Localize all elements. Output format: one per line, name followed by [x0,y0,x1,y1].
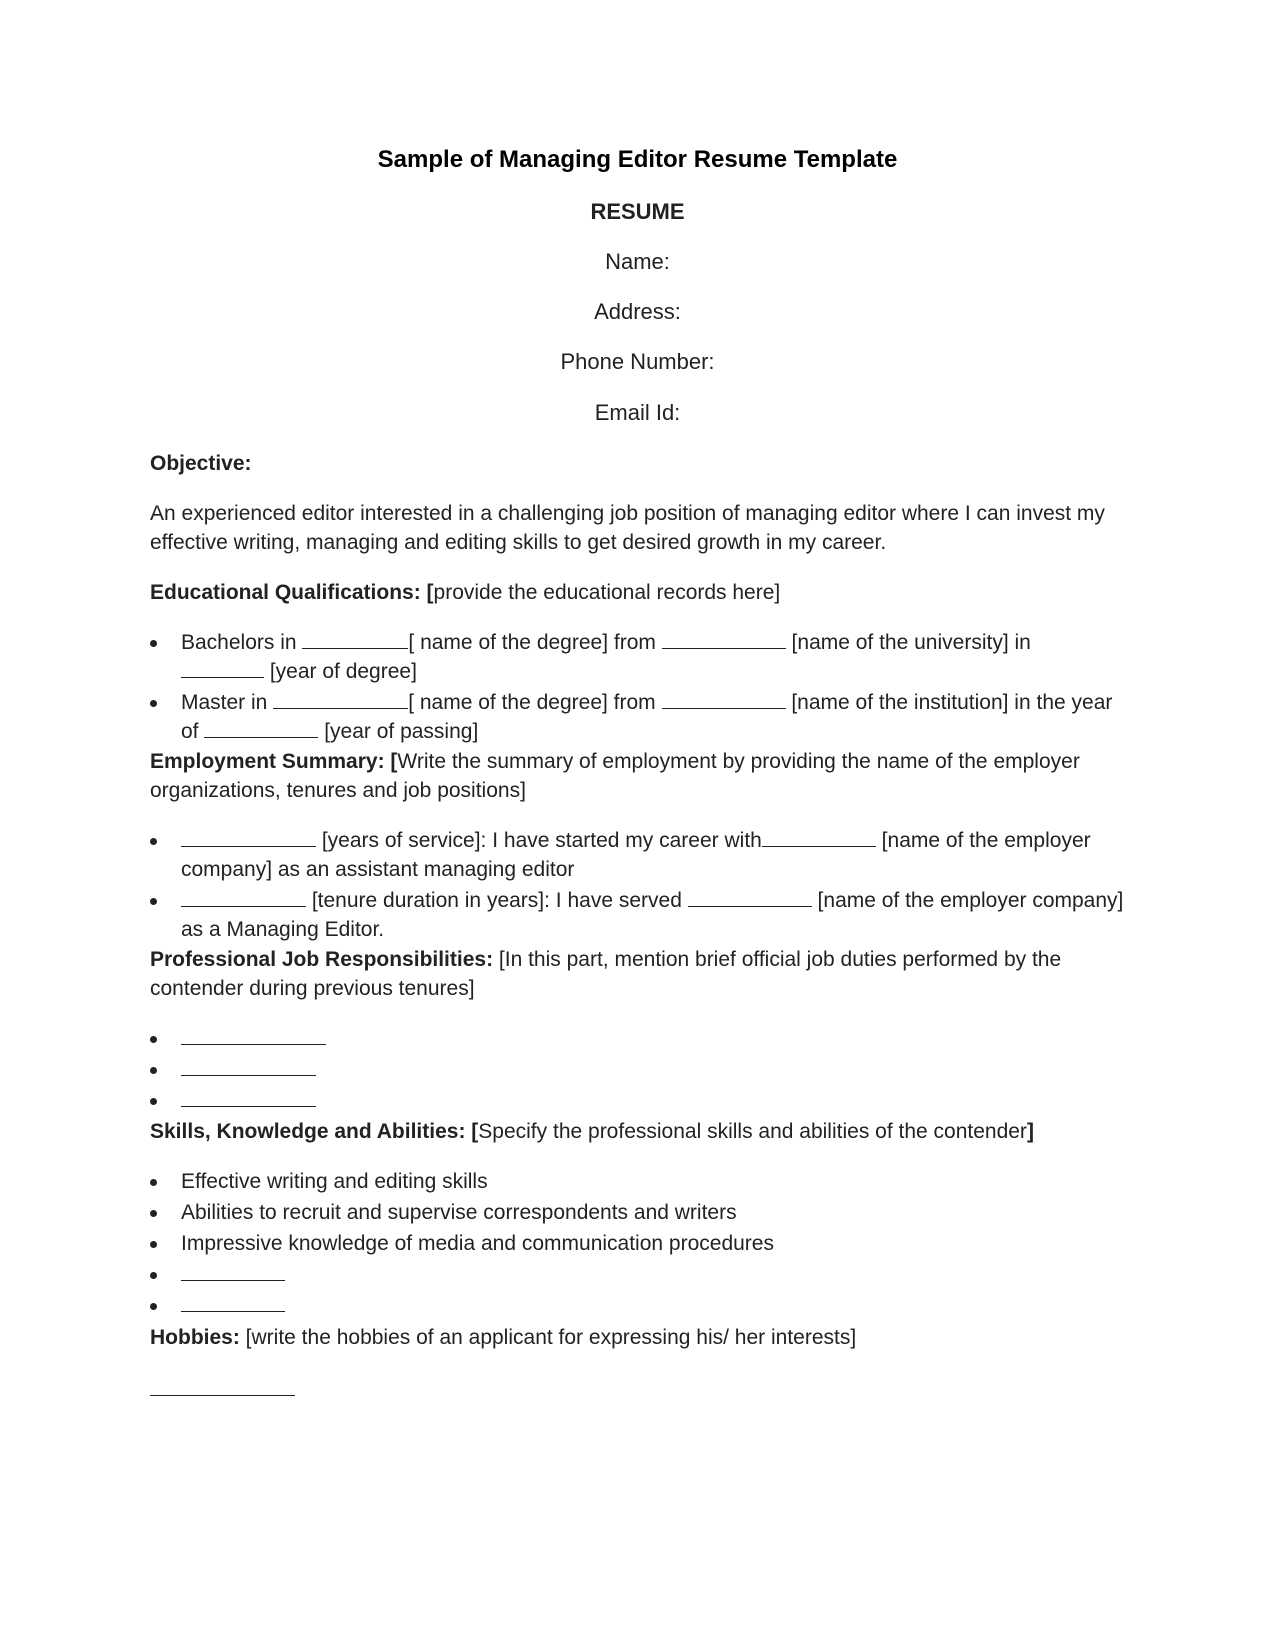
fill-in-blank [181,657,264,678]
responsibilities-list [150,1024,1130,1115]
address-label: Address: [594,299,681,324]
list-item: Impressive knowledge of media and communication procedures [150,1229,1130,1258]
document-title: Sample of Managing Editor Resume Template [377,146,898,173]
list-item: [years of service]: I have started my career with [name of the employer company] as an assistant managing editor [150,826,1130,884]
list-item [150,1291,1130,1320]
list-item [150,1260,1130,1289]
fill-in-blank [181,1086,316,1107]
phone-label: Phone Number: [560,349,715,374]
list-item: Master in [ name of the degree] from [name of the institution] in the year of [year of passing] [150,688,1130,746]
education-list [150,628,1130,746]
fill-in-blank [662,688,786,709]
fill-in-blank [204,717,318,738]
email-label: Email Id: [594,400,681,425]
employment-list [150,826,1130,944]
list-item: Abilities to recruit and supervise correspondents and writers [150,1198,1130,1227]
fill-in-blank [688,886,812,907]
responsibilities-heading: Professional Job Responsibilities: [In this part, mention brief official job duties performed by the contender during previous tenures] [150,948,1062,1000]
fill-in-blank [181,886,306,907]
objective-heading: Objective: [150,452,252,475]
resume-heading: RESUME [590,199,685,224]
list-item [150,1086,1130,1115]
fill-in-blank [273,688,408,709]
hobbies-heading: Hobbies: [write the hobbies of an applicant for expressing his/ her interests] [150,1326,857,1349]
fill-in-blank [181,1260,285,1281]
skills-list [150,1167,1130,1320]
employment-heading: Employment Summary: [Write the summary of employment by providing the name of the employer organizations, tenures and job positions] [150,750,1080,802]
education-heading: Educational Qualifications: [provide the educational records here] [150,581,781,604]
name-label: Name: [605,249,670,274]
fill-in-blank [181,1024,326,1045]
skills-heading: Skills, Knowledge and Abilities: [Specify the professional skills and abilities of the contender] [150,1120,1034,1143]
objective-text: An experienced editor interested in a challenging job position of managing editor where I can invest my effective writing, managing and editing skills to get desired growth in my career. [150,502,1105,554]
fill-in-blank [662,628,786,649]
fill-in-blank [181,826,316,847]
list-item: Effective writing and editing skills [150,1167,1130,1196]
fill-in-blank [302,628,408,649]
fill-in-blank [181,1055,316,1076]
list-item: Bachelors in [ name of the degree] from [name of the university] in [year of degree] [150,628,1130,686]
list-item: [tenure duration in years]: I have served [name of the employer company] as a Managing Editor. [150,886,1130,944]
fill-in-blank [181,1291,285,1312]
hobbies-fill-in-blank [150,1395,295,1396]
list-item [150,1055,1130,1084]
list-item [150,1024,1130,1053]
fill-in-blank [762,826,876,847]
